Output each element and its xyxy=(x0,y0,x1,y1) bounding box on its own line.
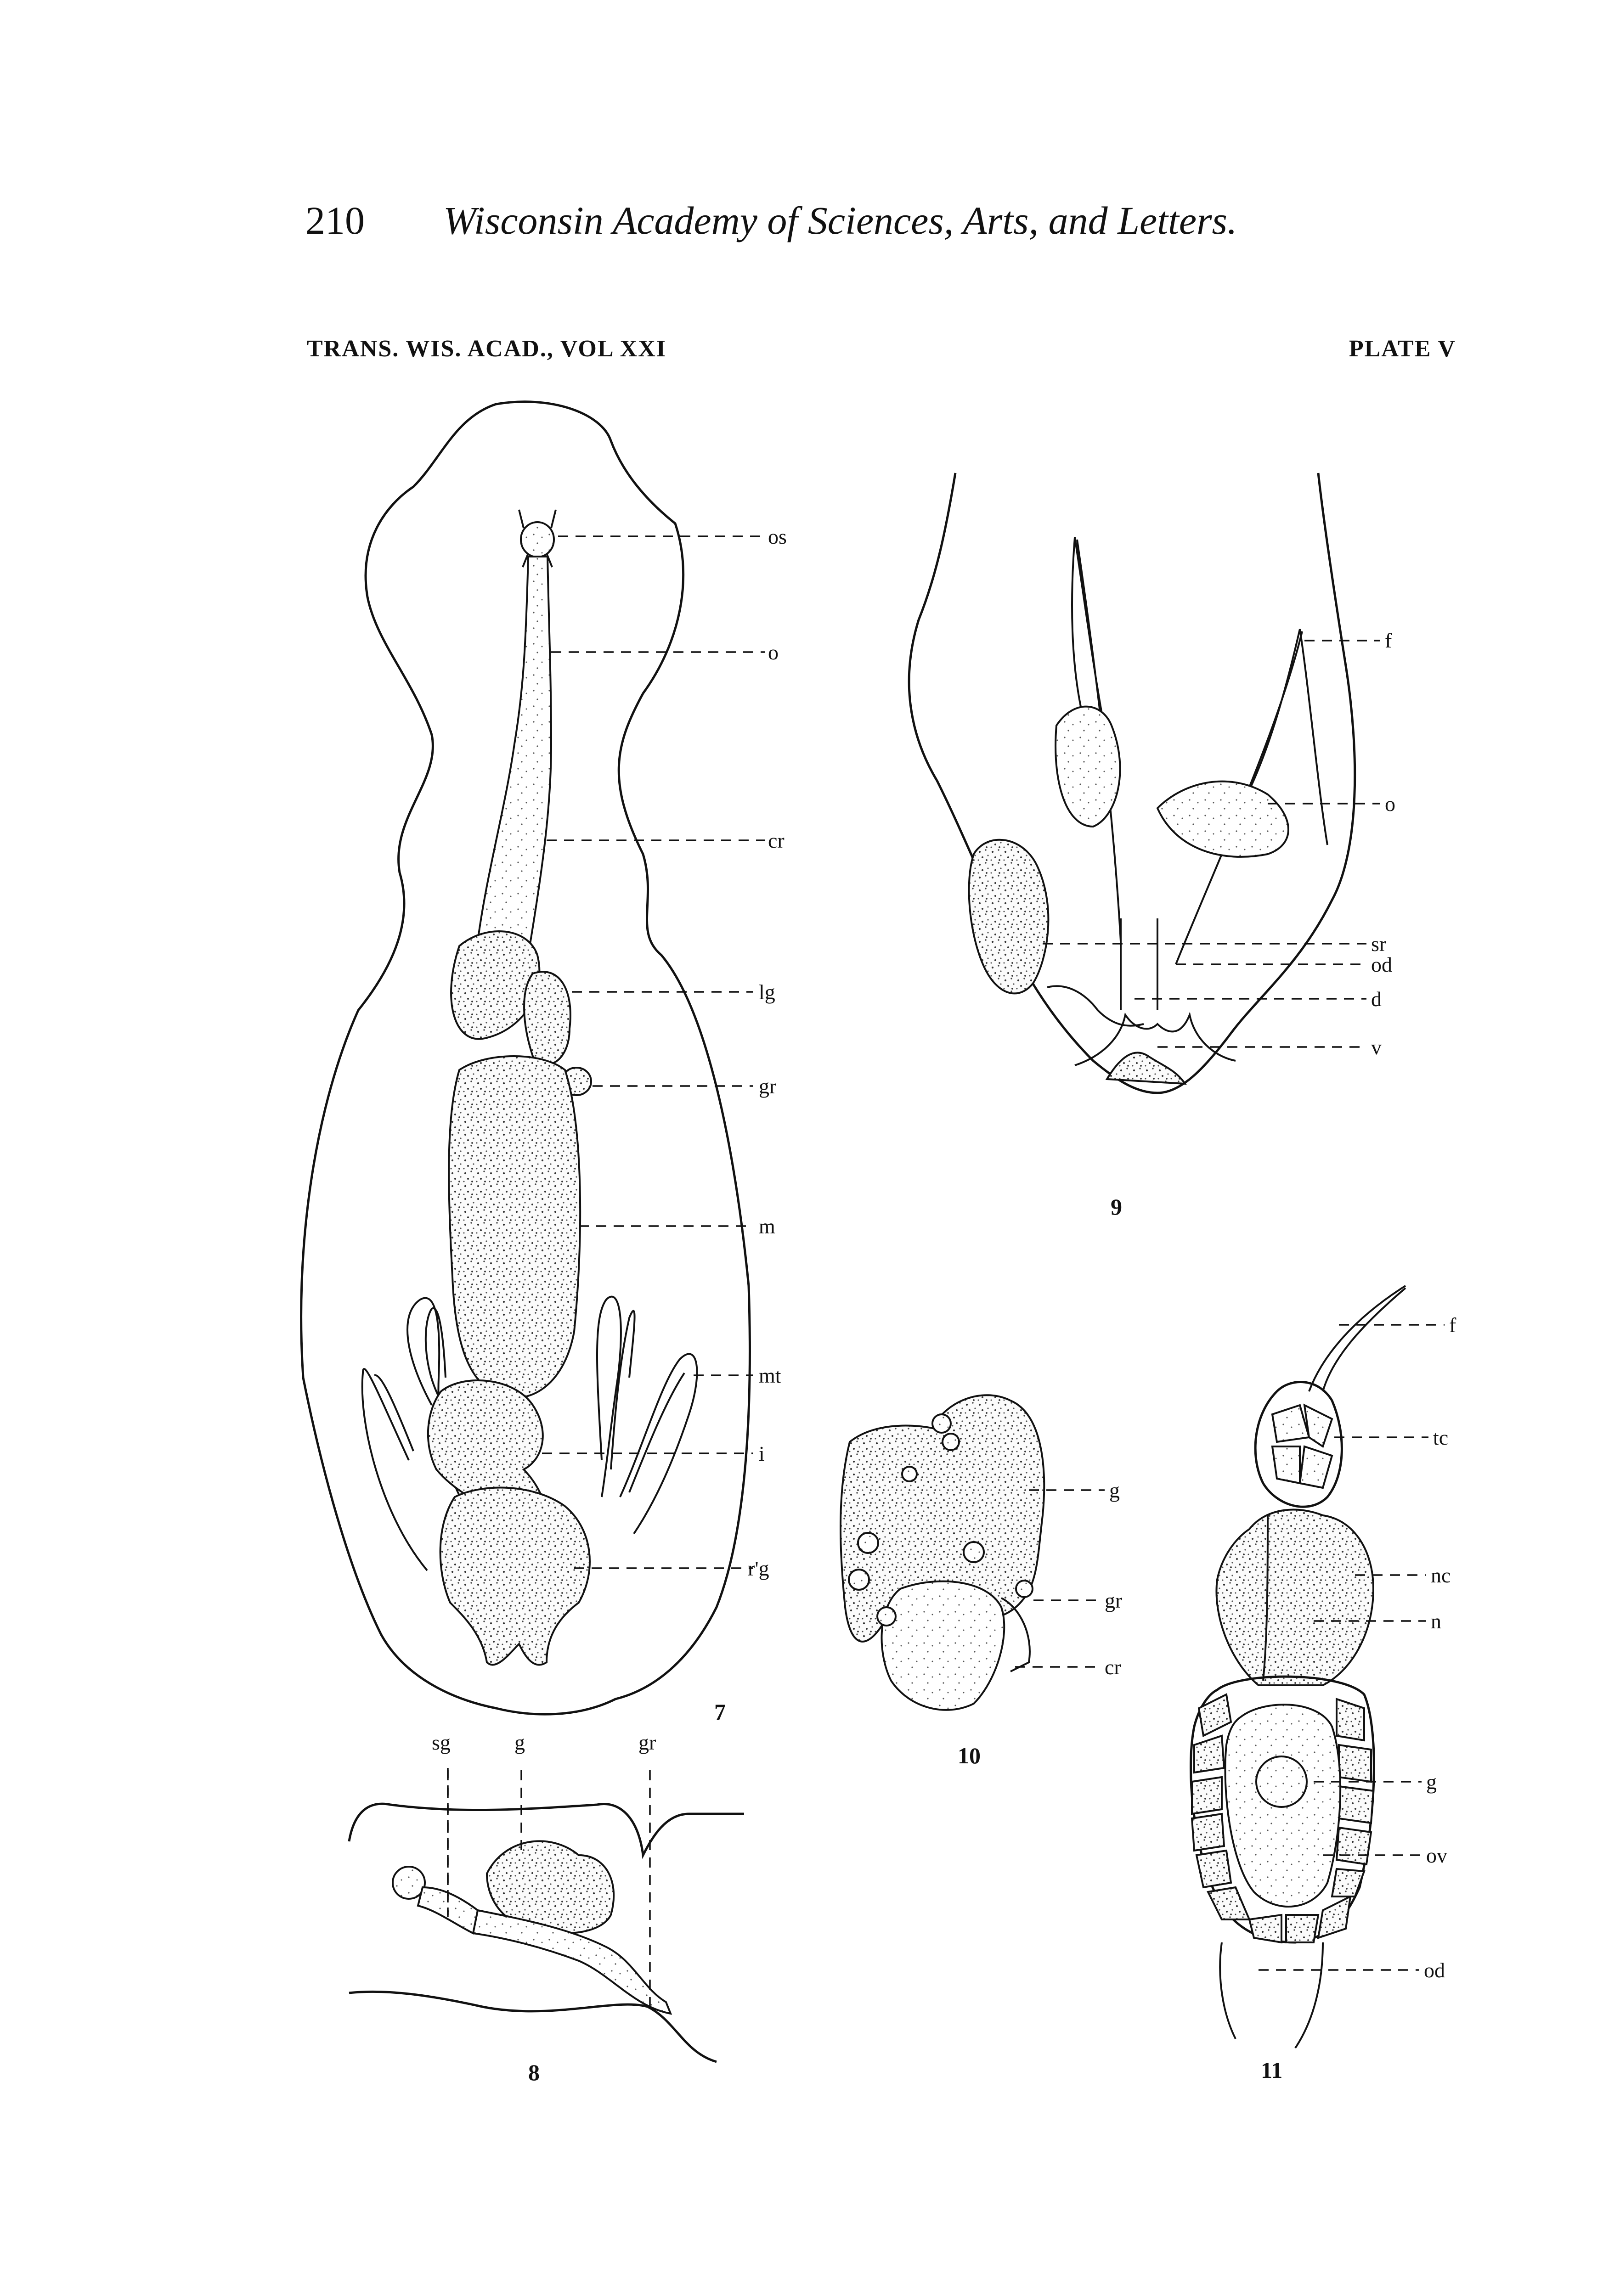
fig11-germinal-vesicle xyxy=(1256,1756,1307,1807)
fig7-label-mt: mt xyxy=(759,1364,781,1387)
fig10-label-cr: cr xyxy=(1105,1655,1121,1679)
fig10-label-gr: gr xyxy=(1105,1589,1123,1612)
fig9-ovipositor-left xyxy=(1055,707,1120,827)
fig7-midgut xyxy=(449,1056,580,1398)
fig8-number: 8 xyxy=(528,2060,540,2085)
fig11-germarium xyxy=(1255,1382,1342,1507)
fig11-nurse-chamber xyxy=(1216,1510,1373,1685)
fig9-spermatheca xyxy=(969,840,1049,994)
fig10-number: 10 xyxy=(958,1743,981,1768)
fig9-label-o: o xyxy=(1385,792,1395,816)
fig7-lateral-gland-right xyxy=(524,972,570,1064)
fig7-label-cr: cr xyxy=(768,829,785,852)
fig9-number: 9 xyxy=(1111,1194,1122,1220)
fig9-label-sr: sr xyxy=(1371,932,1387,956)
fig8-label-sg: sg xyxy=(432,1731,451,1754)
fig8-label-g: g xyxy=(514,1731,525,1754)
fig11-terminal-filament xyxy=(1309,1286,1405,1391)
figure-10 xyxy=(841,1395,1122,1768)
figure-11 xyxy=(1191,1286,1457,2083)
fig7-rectal-gland xyxy=(440,1488,590,1665)
fig11-label-g: g xyxy=(1426,1770,1437,1794)
fig11-number: 11 xyxy=(1261,2057,1283,2083)
fig10-reservoir xyxy=(882,1581,1005,1710)
fig11-label-ov: ov xyxy=(1426,1844,1447,1867)
fig7-label-os: os xyxy=(768,525,787,548)
plate-number-label: PLATE V xyxy=(1349,336,1456,362)
fig7-esophagus xyxy=(478,557,551,955)
fig7-label-i: i xyxy=(759,1442,765,1465)
fig11-label-od: od xyxy=(1424,1958,1445,1982)
figure-7 xyxy=(301,402,787,1725)
fig7-label-lg: lg xyxy=(759,980,775,1004)
fig9-ovipositor-right xyxy=(1157,782,1288,857)
figure-9 xyxy=(909,473,1395,1220)
fig11-oviduct xyxy=(1220,1942,1323,2048)
fig11-label-f: f xyxy=(1449,1313,1456,1337)
fig9-body-outline xyxy=(909,473,1355,1093)
fig7-label-m: m xyxy=(759,1215,775,1238)
fig7-number: 7 xyxy=(714,1699,726,1725)
page-number: 210 xyxy=(305,198,365,242)
fig7-label-gr: gr xyxy=(759,1075,777,1098)
figure-8 xyxy=(349,1731,744,2085)
fig11-label-n: n xyxy=(1431,1609,1441,1633)
fig10-label-g: g xyxy=(1109,1479,1120,1502)
plate-series-label: TRANS. WIS. ACAD., VOL XXI xyxy=(307,336,666,362)
fig9-label-v: v xyxy=(1371,1035,1382,1059)
fig7-label-rg: r'g xyxy=(748,1557,769,1580)
fig9-label-od: od xyxy=(1371,953,1392,976)
fig11-label-nc: nc xyxy=(1431,1564,1451,1587)
fig11-label-tc: tc xyxy=(1433,1426,1449,1449)
fig11-terminal-cells xyxy=(1272,1405,1332,1488)
fig7-label-o: o xyxy=(768,641,779,664)
fig9-label-f: f xyxy=(1385,629,1392,652)
journal-title: Wisconsin Academy of Sciences, Arts, and Letters. xyxy=(443,198,1237,242)
fig8-label-gr: gr xyxy=(638,1731,656,1754)
fig9-ventral-tip xyxy=(1107,1052,1185,1084)
fig9-label-d: d xyxy=(1371,987,1382,1011)
